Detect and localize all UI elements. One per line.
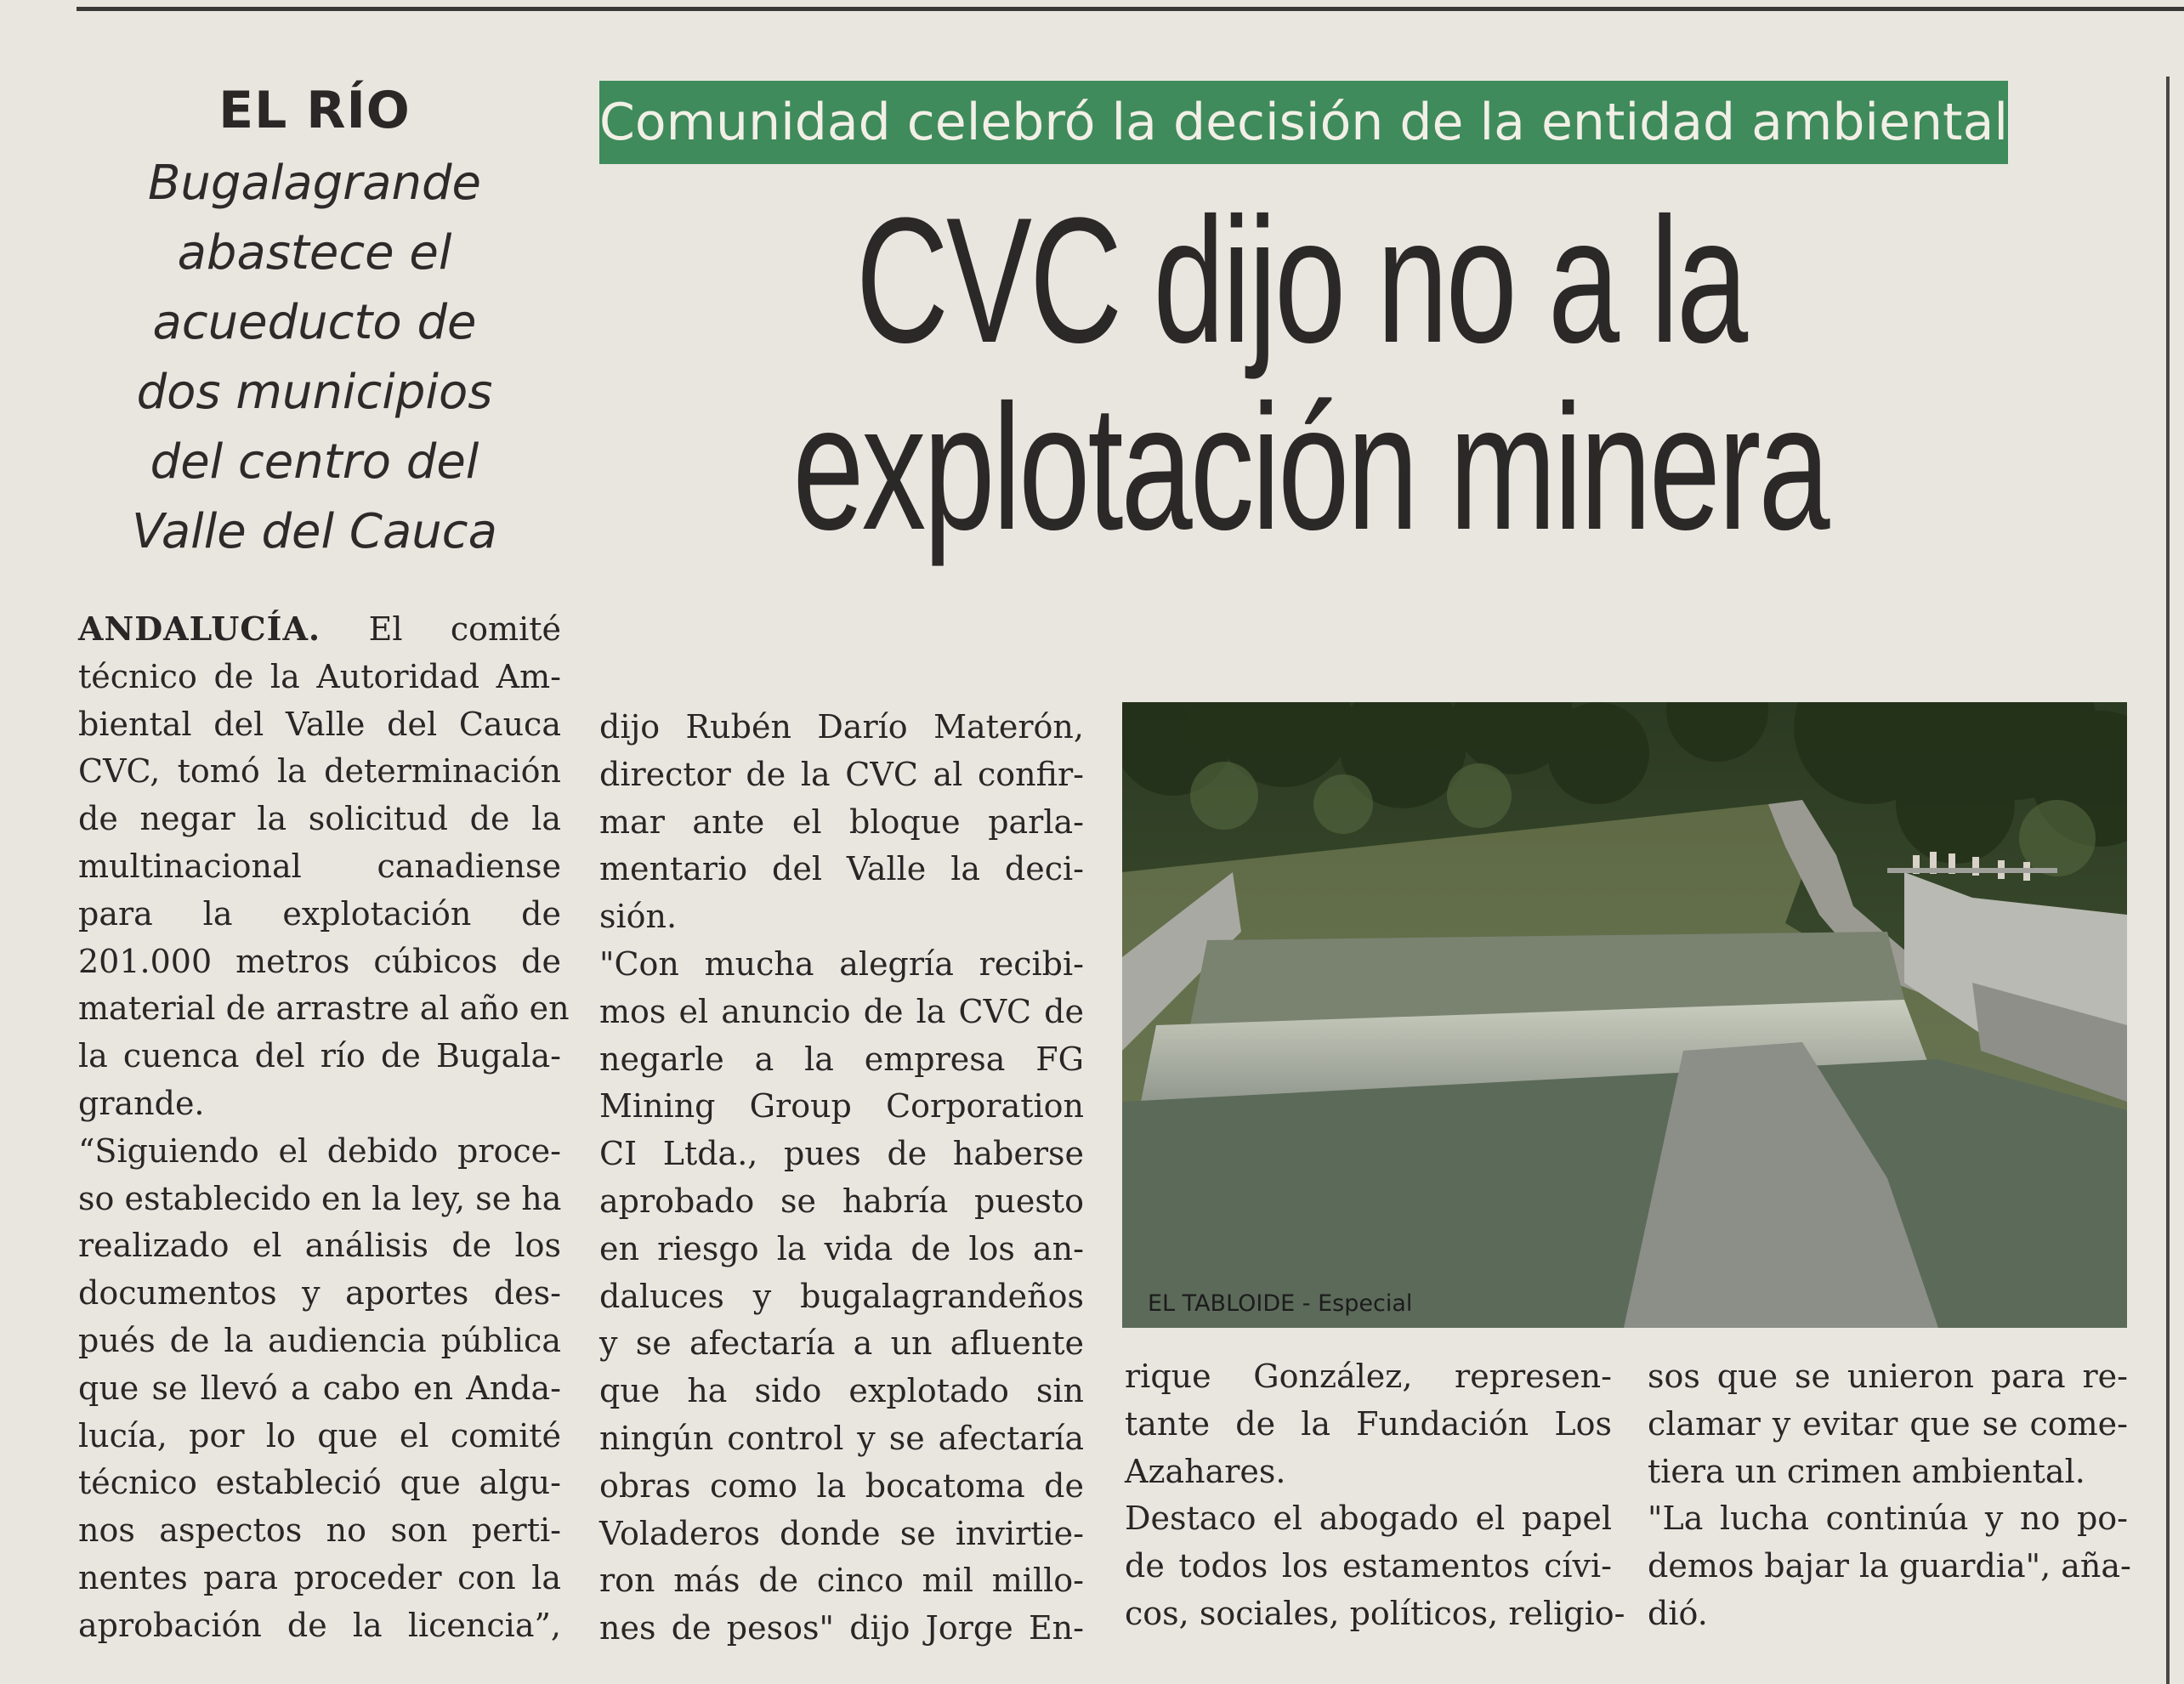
text-line: nentes para proceder con la <box>78 1558 561 1596</box>
dateline: ANDALUCÍA. <box>78 610 321 648</box>
kicker-banner: Comunidad celebró la decisión de la entidad ambiental <box>599 81 2008 164</box>
text-line: lucía, por lo que el comité <box>78 1416 561 1454</box>
article-column-1 <box>78 605 570 1650</box>
text-line: nos aspectos no son perti- <box>78 1511 561 1550</box>
article-column-2 <box>599 704 1084 1653</box>
summary-blurb <box>77 149 553 567</box>
text-line: de todos los estamentos cívi- <box>1125 1547 1612 1585</box>
text-line: técnico de la Autoridad Am- <box>78 657 561 695</box>
summary-line: Valle del Cauca <box>132 504 497 559</box>
photo-illustration <box>1122 702 2127 1328</box>
summary-line: Bugalagrande <box>147 156 482 211</box>
text-line: realizado el análisis de los <box>78 1227 561 1265</box>
text-line: la cuenca del río de Bugala- <box>78 1037 561 1075</box>
text-line: material de arrastre al año en <box>78 989 570 1028</box>
text-line: mar ante el bloque parla- <box>599 802 1084 841</box>
headline-line-1: CVC dijo no a la <box>855 180 1746 380</box>
text-line: para la explotación de <box>78 894 561 933</box>
text-line: CI Ltda., pues de haberse <box>599 1135 1084 1173</box>
text-line: en riesgo la vida de los an- <box>599 1229 1084 1267</box>
text-line: documentos y aportes des- <box>78 1274 561 1313</box>
text-line: aprobación de la licencia”, <box>78 1606 561 1644</box>
text-line: "Con mucha alegría recibi- <box>599 944 1084 983</box>
text-line: negarle a la empresa FG <box>599 1040 1084 1078</box>
summary-line: acueducto de <box>152 295 477 350</box>
text-line: Destaco el abogado el papel <box>1125 1500 1612 1538</box>
text-line: Mining Group Corporation <box>599 1087 1084 1126</box>
text-line: tiera un crimen ambiental. <box>1648 1452 2085 1490</box>
top-rule <box>77 7 2184 11</box>
text-line: director de la CVC al confir- <box>599 755 1084 793</box>
text-line: ningún control y se afectaría <box>599 1419 1084 1457</box>
right-column-rule <box>2166 77 2170 1684</box>
text-line: mos el anuncio de la CVC de <box>599 992 1084 1030</box>
text-line: Voladeros donde se invirtie- <box>599 1514 1084 1552</box>
text-line: Azahares. <box>1125 1452 1286 1490</box>
article-column-3 <box>1125 1353 1625 1638</box>
summary-line: del centro del <box>150 434 479 490</box>
text-line: nes de pesos" dijo Jorge En- <box>599 1609 1084 1647</box>
text-line: sión. <box>599 898 678 936</box>
text-line: dió. <box>1648 1594 1708 1632</box>
summary-line: dos municipios <box>136 365 493 420</box>
text-line: cos, sociales, políticos, religio- <box>1125 1594 1625 1632</box>
text-line: multinacional canadiense <box>78 847 561 885</box>
text-line: biental del Valle del Cauca <box>78 705 561 743</box>
river-dam-photo <box>1122 702 2127 1328</box>
text-line: obras como la bocatoma de <box>599 1466 1084 1505</box>
text-line: ANDALUCÍA. El comité <box>78 610 561 648</box>
text-line: ron más de cinco mil millo- <box>599 1562 1084 1600</box>
text-line: "La lucha continúa y no po- <box>1648 1500 2128 1538</box>
photo-credit: EL TABLOIDE - Especial <box>1148 1290 1413 1317</box>
text-line: mentario del Valle la deci- <box>599 850 1084 888</box>
text-line: CVC, tomó la determinación <box>78 752 561 791</box>
text-line: “Siguiendo el debido proce- <box>78 1131 561 1170</box>
text-line: grande. <box>78 1084 205 1122</box>
summary-line: abastece el <box>177 225 452 281</box>
text-line: técnico estableció que algu- <box>78 1464 561 1502</box>
text-line: 201.000 metros cúbicos de <box>78 942 561 980</box>
text-line: daluces y bugalagrandeños <box>599 1277 1084 1315</box>
text-line: rique González, represen- <box>1125 1358 1612 1395</box>
headline-line-2: explotación minera <box>792 367 1828 567</box>
text-line: sos que se unieron para re- <box>1648 1358 2128 1395</box>
headline <box>595 180 2006 567</box>
text-line: que ha sido explotado sin <box>599 1372 1084 1410</box>
text-line: aprobado se habría puesto <box>599 1182 1084 1220</box>
text-line: demos bajar la guardia", aña- <box>1648 1547 2131 1585</box>
text-line: so establecido en la ley, se ha <box>78 1179 562 1217</box>
article-column-4 <box>1648 1353 2131 1638</box>
text-line: tante de la Fundación Los <box>1125 1404 1612 1443</box>
text-line: y se afectaría a un afluente <box>599 1324 1084 1363</box>
section-label: EL RÍO <box>218 81 411 140</box>
text-line: pués de la audiencia pública <box>78 1321 561 1359</box>
text-line: de negar la solicitud de la <box>78 800 561 838</box>
text-line: que se llevó a cabo en Anda- <box>78 1369 561 1407</box>
text-line: clamar y evitar que se come- <box>1648 1404 2128 1443</box>
text-line: dijo Rubén Darío Materón, <box>599 708 1084 746</box>
